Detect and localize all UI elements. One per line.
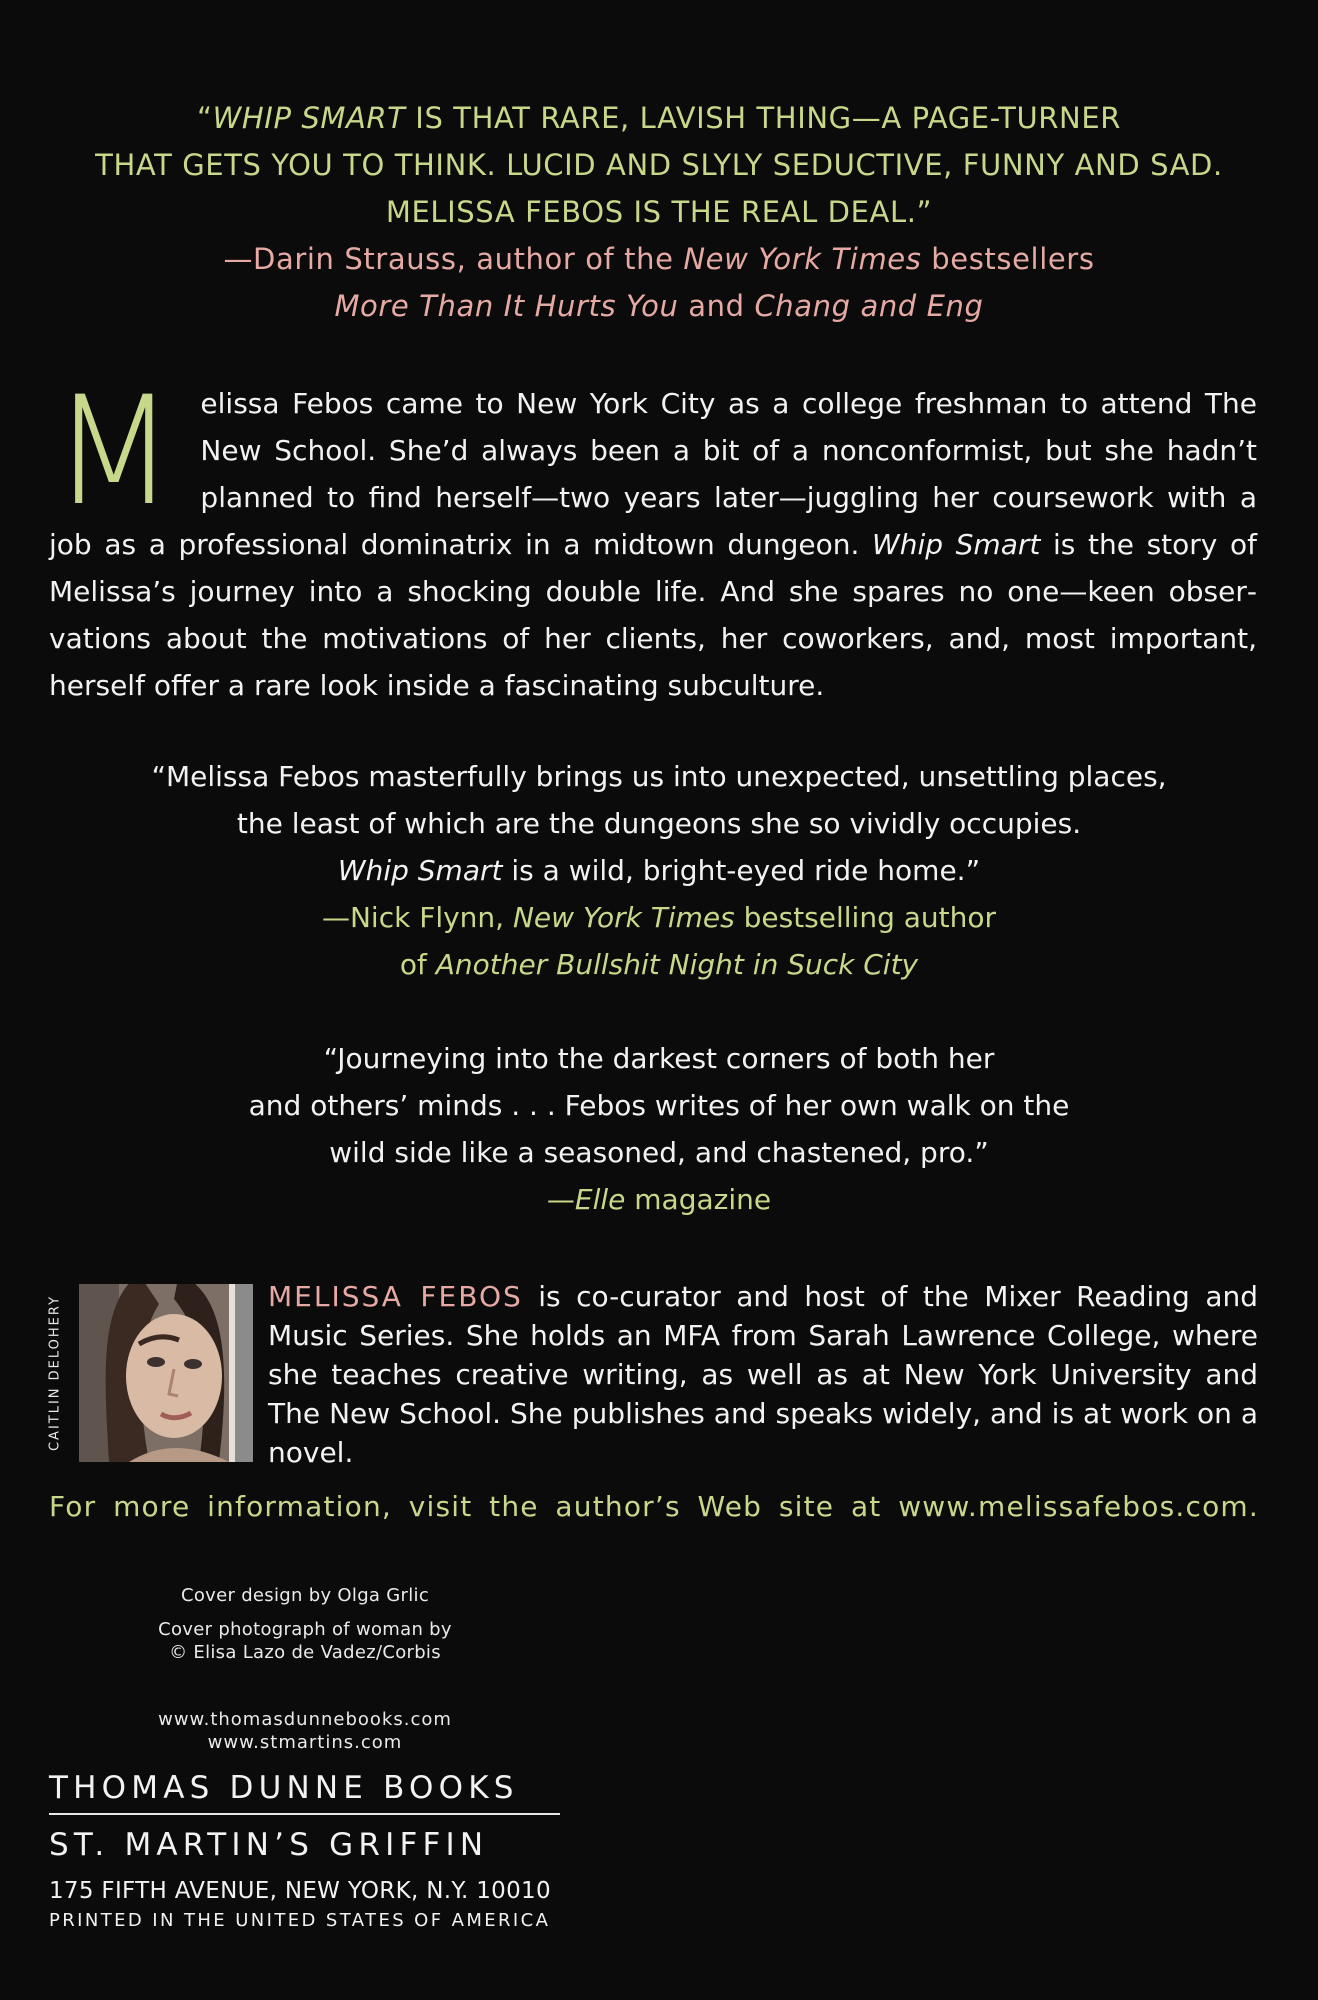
quote-attribution <box>40 894 1278 941</box>
quote-line: the least of which are the dungeons she so vividly occupies. <box>236 807 1082 840</box>
credit-line: © Elisa Lazo de Vadez/Corbis <box>169 1642 441 1663</box>
imprint-thomas-dunne: THOMAS DUNNE BOOKS <box>49 1770 519 1806</box>
endorsement-line: MELISSA FEBOS IS THE REAL DEAL.” <box>385 195 933 229</box>
website-url: www.stmartins.com <box>207 1732 403 1753</box>
book-title: More Than It Hurts You <box>334 289 679 323</box>
author-name: MELISSA FEBOS <box>268 1280 523 1313</box>
elle-endorsement <box>40 1035 1278 1223</box>
endorsement-attribution <box>40 283 1278 330</box>
book-title: Another Bullshit Night in Suck City <box>435 948 919 981</box>
description-text: elissa Febos came to New York City as a college freshman to attend The New School. She’d always been a bit of a nonconformist, but she hadn’t planned to find herself—two years later—juggling her coursework with a job as a professional dominatrix in a midtown dungeon. <box>49 387 1257 561</box>
quote-attribution <box>40 1176 1278 1223</box>
open-quote: “ <box>196 101 213 135</box>
book-description <box>49 365 1258 709</box>
bio-text: is co-curator and host of the Mixer Reading and Music Series. She holds an MFA from Sarah Lawrence College, where she teaches creative writing, as well as at New York University and The New School. She publishes and speaks widely, and is at work on a novel. <box>268 1280 1259 1469</box>
quote-line: wild side like a seasoned, and chastened, pro.” <box>329 1136 989 1169</box>
publication-name: New York Times <box>683 242 922 276</box>
publisher-address: 175 FIFTH AVENUE, NEW YORK, N.Y. 10010 <box>49 1878 551 1904</box>
book-title: Whip Smart <box>872 528 1041 561</box>
book-title: Chang and Eng <box>754 289 984 323</box>
book-title: Whip Smart <box>337 854 503 887</box>
top-endorsement <box>40 95 1278 330</box>
publication-name: Elle <box>574 1183 626 1216</box>
attribution-text: —Nick Flynn, <box>321 901 513 934</box>
quote-text: is a wild, bright-eyed ride home.” <box>502 854 981 887</box>
attribution-text: of <box>399 948 436 981</box>
quote-line: and others’ minds . . . Febos writes of her own walk on the <box>248 1089 1070 1122</box>
quote-line: “Journeying into the darkest corners of both her <box>323 1042 995 1075</box>
attribution-text: bestselling author <box>734 901 997 934</box>
drop-cap: M <box>52 365 176 539</box>
imprint-st-martins: ST. MARTIN’S GRIFFIN <box>49 1827 489 1863</box>
quote-line: “Melissa Febos masterfully brings us into unexpected, unsettling places, <box>151 760 1167 793</box>
quote-line <box>40 847 1278 894</box>
cover-design-credit: Cover design by Olga Grlic <box>180 1585 430 1606</box>
attribution-dash: — <box>546 1183 575 1216</box>
photo-credit-text: CAITLIN DELOHERY <box>47 1294 63 1452</box>
endorsement-attribution <box>40 236 1278 283</box>
publication-name: New York Times <box>512 901 735 934</box>
cover-photo-credit <box>49 1618 561 1664</box>
publisher-block <box>49 1768 561 1935</box>
author-portrait-illustration <box>79 1284 253 1462</box>
quote-attribution <box>40 941 1278 988</box>
endorsement-line <box>40 95 1278 142</box>
book-title: WHIP SMART <box>212 101 406 135</box>
photo-credit <box>42 1285 68 1461</box>
attribution-text: —Darin Strauss, author of the <box>223 242 684 276</box>
publisher-websites <box>49 1708 561 1754</box>
printed-in-note: PRINTED IN THE UNITED STATES OF AMERICA <box>49 1910 551 1931</box>
attribution-text: magazine <box>625 1183 772 1216</box>
endorsement-line: THAT GETS YOU TO THINK. LUCID AND SLYLY SEDUCTIVE, FUNNY AND SAD. <box>95 148 1223 182</box>
description-text: is the story of Melissa’s journey into a shocking double life. And she spares no one—keen observations about the motivations of her clients, her coworkers, and, most important, herself offer a rare look inside a fascinating subculture. <box>49 528 1258 702</box>
website-url: www.thomasdunnebooks.com <box>158 1709 452 1730</box>
attribution-text: and <box>678 289 755 323</box>
imprint-divider <box>49 1813 560 1815</box>
credit-line: Cover photograph of woman by <box>158 1619 452 1640</box>
author-bio <box>268 1277 1258 1472</box>
endorsement-text: IS THAT RARE, LAVISH THING—A PAGE-TURNER <box>405 101 1121 135</box>
author-photo <box>79 1284 253 1462</box>
attribution-text: bestsellers <box>921 242 1095 276</box>
author-website-note: For more information, visit the author’s Web site at www.melissafebos.com. <box>49 1490 1259 1523</box>
flynn-endorsement <box>40 753 1278 988</box>
